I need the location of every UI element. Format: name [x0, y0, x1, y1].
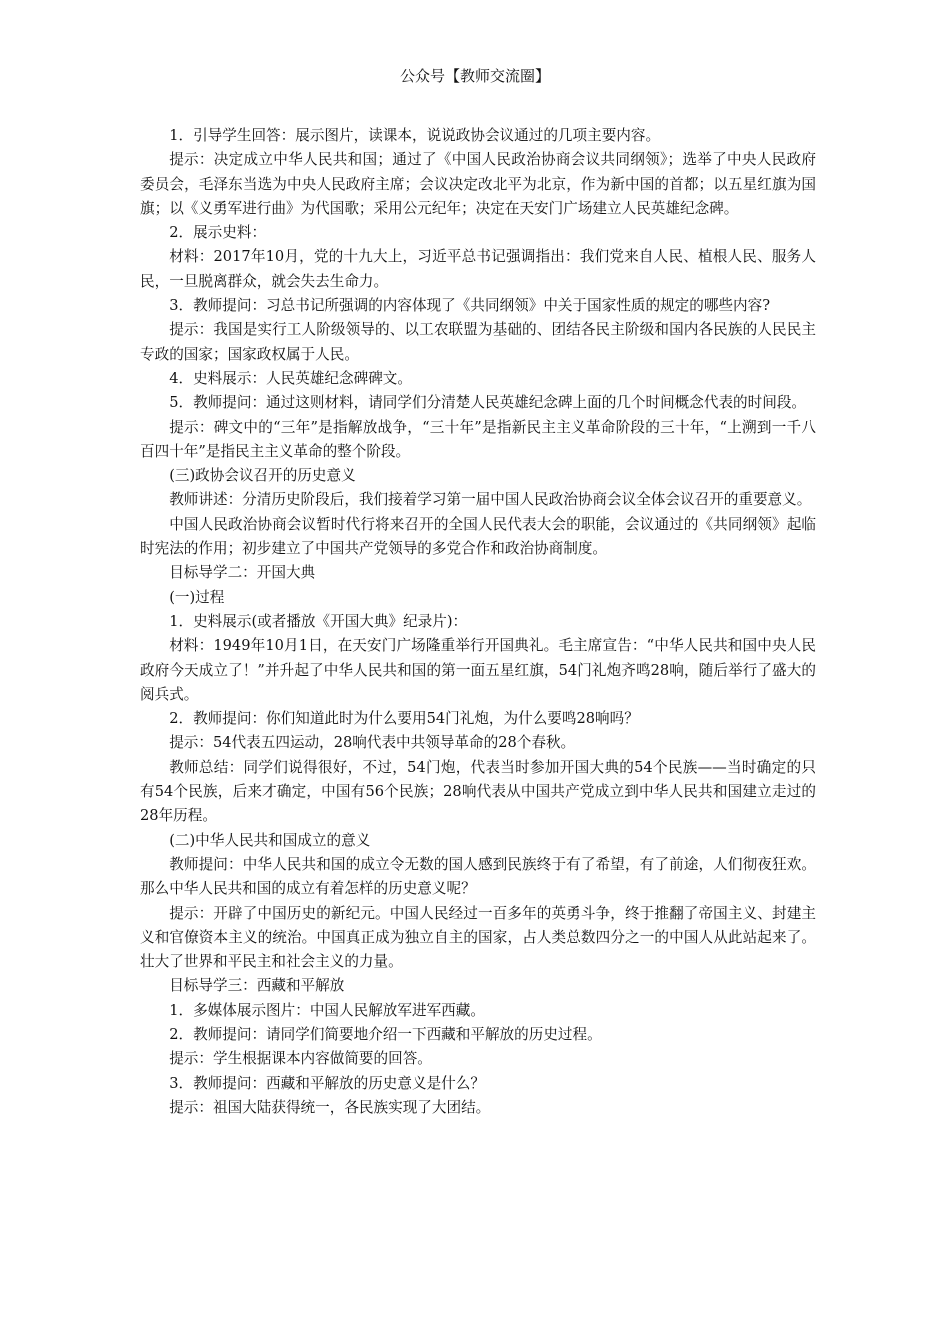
paragraph: 1．引导学生回答：展示图片，读课本，说说政协会议通过的几项主要内容。: [169, 127, 661, 144]
paragraph: 提示：开辟了中国历史的新纪元。中国人民经过一百多年的英勇斗争，终于推翻了帝国主义、封建主义和官僚资本主义的统治。中国真正成为独立自主的国家，占人类总数四分之一的中国人从此站起来了。壮大了世界和平民主和社会主义的力量。: [140, 904, 816, 971]
paragraph: 1．史料展示(或者播放《开国大典》纪录片)：: [169, 612, 468, 630]
paragraph: 材料：2017年10月，党的十九大上，习近平总书记强调指出：我们党来自人民、植根人民、服务人民，一旦脱离群众，就会失去生命力。: [140, 248, 816, 290]
section-heading: 目标导学二：开国大典: [169, 564, 316, 582]
paragraph: 材料：1949年10月1日，在天安门广场隆重举行开国典礼。毛主席宣告：“中华人民共和国中央人民政府今天成立了！”并升起了中华人民共和国的第一面五星红旗，54门礼炮齐鸣28响，随后举行了盛大的阅兵式。: [140, 637, 816, 703]
paragraph: 1．多媒体展示图片：中国人民解放军进军西藏。: [169, 1001, 485, 1019]
document-body: [140, 124, 816, 1120]
paragraph: 教师提问：中华人民共和国的成立令无数的国人感到民族终于有了希望，有了前途，人们彻夜狂欢。那么中华人民共和国的成立有着怎样的历史意义呢？: [140, 855, 816, 898]
section-heading: (三)政协会议召开的历史意义: [169, 467, 356, 485]
paragraph: 教师总结：同学们说得很好，不过，54门炮，代表当时参加开国大典的54个民族——当时确定的只有54个民族，后来才确定，中国有56个民族；28响代表从中国共产党成立到中华人民共和国建立走过的28年历程。: [140, 758, 816, 825]
paragraph: 教师讲述：分清历史阶段后，我们接着学习第一届中国人民政治协商会议全体会议召开的重要意义。: [169, 491, 812, 509]
page-header: 公众号【教师交流圈】: [399, 67, 550, 85]
paragraph: 2．展示史料：: [169, 224, 267, 242]
paragraph: 4．史料展示：人民英雄纪念碑碑文。: [169, 369, 412, 387]
section-heading: (一)过程: [169, 588, 225, 606]
paragraph: 5．教师提问：通过这则材料，请同学们分清楚人民英雄纪念碑上面的几个时间概念代表的时间段。: [169, 394, 807, 412]
paragraph: 提示：祖国大陆获得统一，各民族实现了大团结。: [169, 1098, 491, 1116]
paragraph: 提示：决定成立中华人民共和国；通过了《中国人民政治协商会议共同纲领》；选举了中央人民政府委员会，毛泽东当选为中央人民政府主席；会议决定改北平为北京，作为新中国的首都；以五星红旗为国旗；以《义勇军进行曲》为代国歌；采用公元纪年；决定在天安门广场建立人民英雄纪念碑。: [140, 151, 816, 217]
paragraph: 中国人民政治协商会议暂时代行将来召开的全国人民代表大会的职能，会议通过的《共同纲领》起临时宪法的作用；初步建立了中国共产党领导的多党合作和政治协商制度。: [140, 515, 816, 558]
paragraph: 2．教师提问：请同学们简要地介绍一下西藏和平解放的历史过程。: [169, 1025, 602, 1043]
paragraph: 3．教师提问：习总书记所强调的内容体现了《共同纲领》中关于国家性质的规定的哪些内容?: [169, 297, 771, 315]
section-heading: 目标导学三：西藏和平解放: [169, 977, 345, 995]
paragraph: 3．教师提问：西藏和平解放的历史意义是什么？: [169, 1074, 485, 1092]
paragraph: 提示：学生根据课本内容做简要的回答。: [169, 1050, 432, 1068]
paragraph: 提示：54代表五四运动，28响代表中共领导革命的28个春秋。: [169, 734, 576, 752]
paragraph: 提示：我国是实行工人阶级领导的、以工农联盟为基础的、团结各民主阶级和国内各民族的人民民主专政的国家；国家政权属于人民。: [140, 321, 816, 363]
paragraph: 2．教师提问：你们知道此时为什么要用54门礼炮，为什么要鸣28响吗？: [169, 710, 639, 728]
paragraph: 提示：碑文中的“三年”是指解放战争，“三十年”是指新民主主义革命阶段的三十年，“上溯到一千八百四十年”是指民主主义革命的整个阶段。: [140, 418, 816, 460]
section-heading: (二)中华人民共和国成立的意义: [169, 831, 371, 849]
